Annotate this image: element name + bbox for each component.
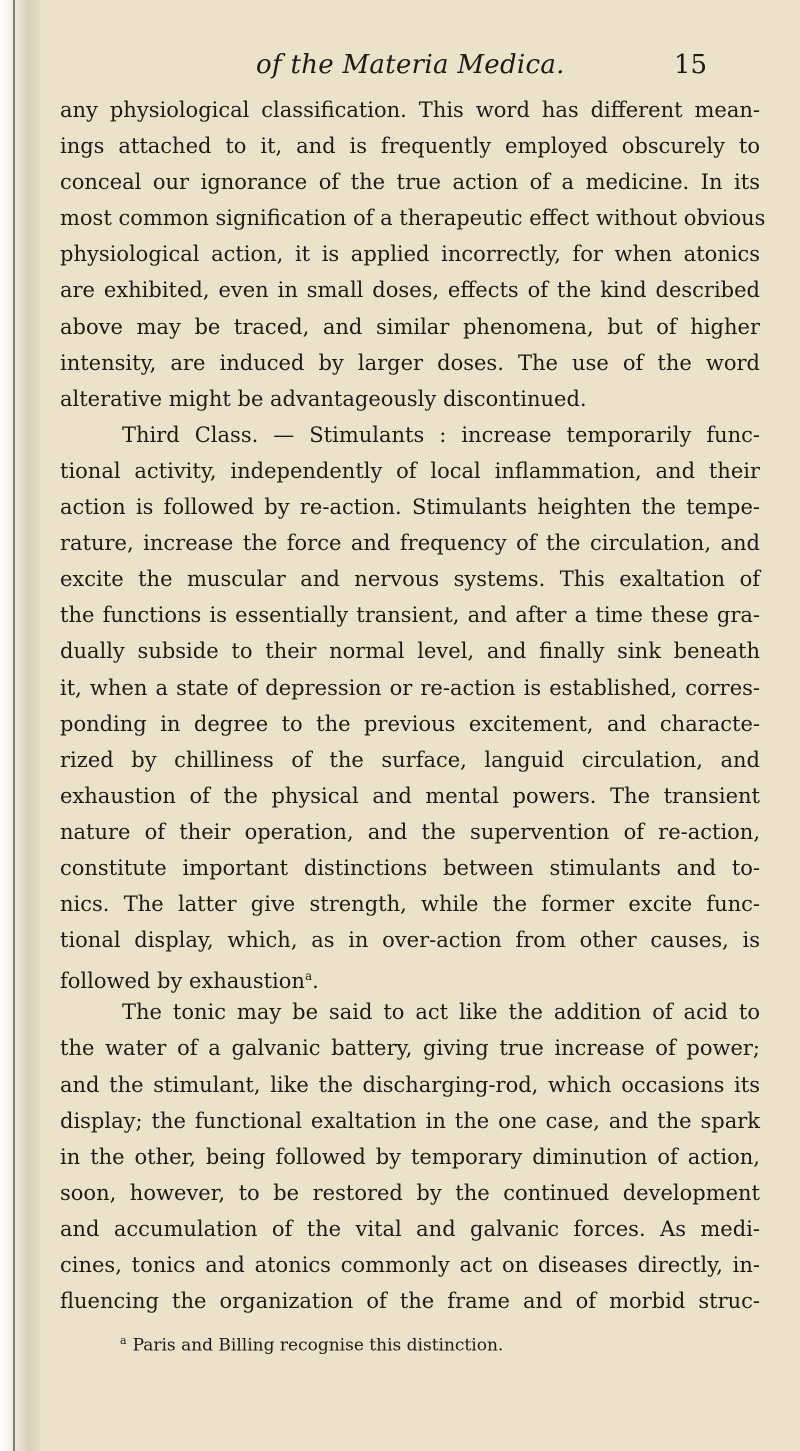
text-line: constitute important distinctions between stimulants and to- [60, 855, 760, 880]
text-line: the water of a galvanic battery, giving true increase of power; [60, 1036, 760, 1061]
footnote-mark: a [120, 1334, 127, 1347]
text-line: rature, increase the force and frequency of the circulation, and [60, 531, 760, 556]
page-header [0, 38, 800, 88]
text-line-with-footnote-ref [60, 958, 760, 994]
text-line: tional activity, independently of local inflammation, and their [60, 458, 760, 483]
text-line: dually subside to their normal level, and finally sink beneath [60, 639, 760, 664]
text-line: above may be traced, and similar phenomena, but of higher [60, 314, 760, 339]
text-line: fluencing the organization of the frame and of morbid struc- [60, 1289, 760, 1314]
text-line: ings attached to it, and is frequently employed obscurely to [60, 134, 760, 159]
footnote [120, 1327, 503, 1360]
text-line: exhaustion of the physical and mental powers. The transient [60, 783, 760, 808]
text-line: in the other, being followed by temporary diminution of action, [60, 1144, 760, 1169]
text-line: physiological action, it is applied incorrectly, for when atonics [60, 242, 760, 267]
text-line: The tonic may be said to act like the addition of acid to [122, 1000, 760, 1025]
text-line: nature of their operation, and the supervention of re-action, [60, 819, 760, 844]
text-line: nics. The latter give strength, while the former excite func- [60, 892, 760, 917]
text-line: the functions is essentially transient, and after a time these gra- [60, 603, 760, 628]
text-line-content: followed by exhaustion [60, 969, 305, 994]
footnote-reference: a [304, 969, 313, 984]
text-line: most common signification of a therapeutic effect without obvious [60, 206, 766, 231]
footnote-reference-tail: . [312, 969, 319, 994]
text-line: are exhibited, even in small doses, effects of the kind described [60, 278, 760, 303]
text-line: action is followed by re-action. Stimulants heighten the tempe- [60, 495, 760, 520]
text-line: alterative might be advantageously discontinued. [60, 386, 587, 411]
text-line: ponding in degree to the previous excitement, and characte- [60, 711, 760, 736]
gutter-rule [13, 0, 15, 1451]
text-line: conceal our ignorance of the true action of a medicine. In its [60, 170, 760, 195]
text-line: any physiological classification. This word has different mean- [60, 98, 760, 122]
body-text [60, 92, 766, 1319]
text-line: and the stimulant, like the discharging-rod, which occasions its [60, 1072, 760, 1097]
running-title: of the Materia Medica. [256, 50, 565, 80]
text-line: excite the muscular and nervous systems. This exaltation of [60, 567, 760, 592]
text-line: intensity, are induced by larger doses. The use of the word [60, 350, 760, 375]
text-line: rized by chilliness of the surface, languid circulation, and [60, 747, 760, 772]
page-number: 15 [674, 50, 708, 80]
footnote-text: Paris and Billing recognise this distinction. [132, 1335, 504, 1356]
text-line: display; the functional exaltation in the one case, and the spark [60, 1108, 760, 1133]
text-line: soon, however, to be restored by the continued development [60, 1180, 760, 1205]
text-line: and accumulation of the vital and galvanic forces. As medi- [60, 1216, 760, 1241]
text-line: tional display, which, as in over-action from other causes, is [60, 928, 760, 953]
binding-gutter [0, 0, 40, 1451]
text-line: Third Class. — Stimulants : increase temporarily func- [122, 422, 760, 447]
text-line: it, when a state of depression or re-action is established, corres- [60, 675, 760, 700]
text-line: cines, tonics and atonics commonly act on diseases directly, in- [60, 1253, 760, 1277]
